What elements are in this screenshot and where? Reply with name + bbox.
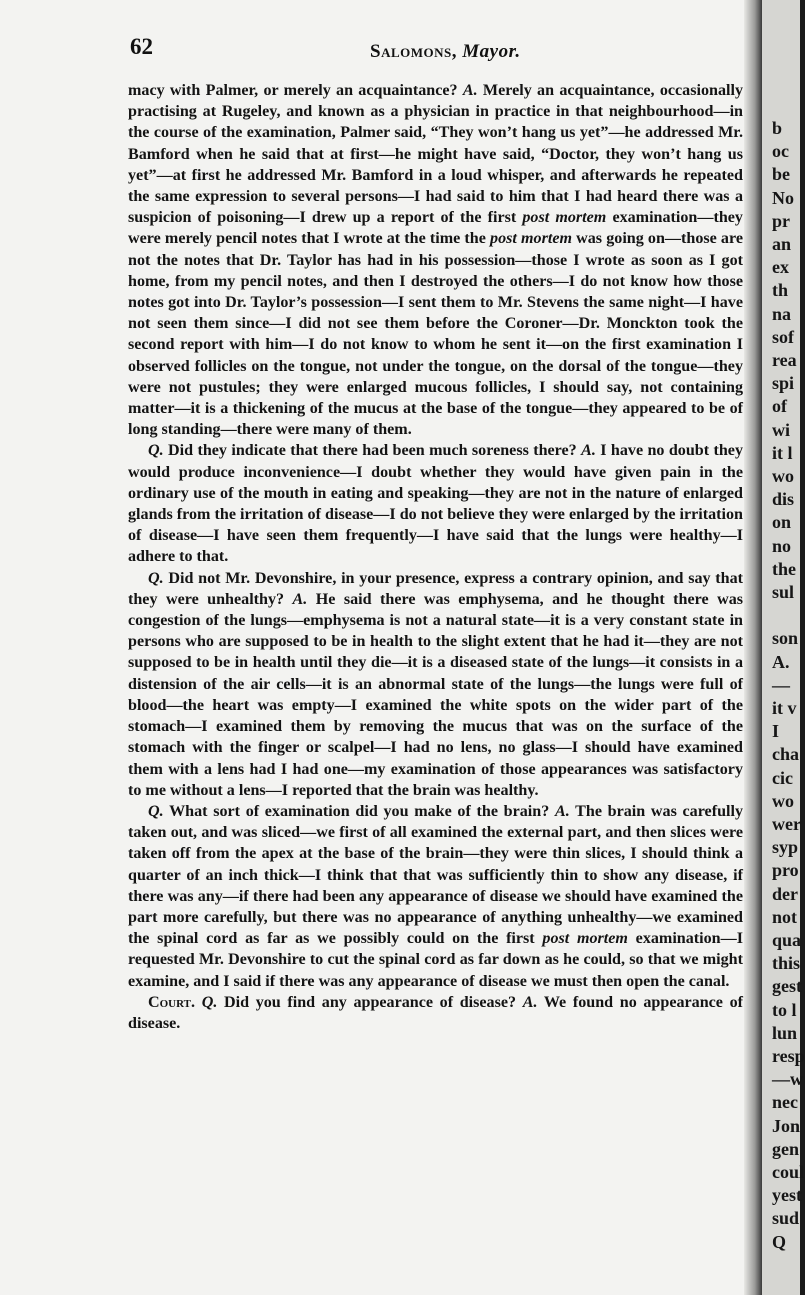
- facing-page-fragment: not: [772, 906, 798, 927]
- paragraph-text: examination—they were merely pencil notes that I wrote at the time the: [128, 209, 743, 248]
- facing-page-fragment: b: [772, 118, 783, 138]
- running-head-name: Salomons,: [370, 41, 457, 62]
- paragraph-text: Did they indicate that there had been much soreness there?: [168, 442, 577, 460]
- facing-page-fragment: Jon: [772, 1115, 801, 1136]
- facing-page-fragment: —w: [772, 1069, 803, 1090]
- facing-page-fragment: qua: [772, 930, 802, 950]
- facing-page-fragment: oc: [772, 141, 789, 162]
- facing-page-fragment: wer: [772, 814, 801, 834]
- facing-page-fragment: it v: [772, 698, 797, 718]
- post-mortem-italic: post mortem: [542, 930, 628, 948]
- facing-page-fragment: the: [772, 558, 796, 579]
- facing-page-fragment: lun: [772, 1022, 798, 1043]
- facing-page-fragment: be: [772, 164, 790, 185]
- facing-page-fragment: th: [772, 280, 789, 301]
- facing-page-fragment: it l: [772, 442, 793, 463]
- facing-page-fragment: pr: [772, 210, 790, 231]
- facing-page-edge: [762, 0, 805, 1295]
- answer-label: A.: [554, 802, 570, 820]
- page-header: [130, 34, 702, 74]
- paragraph-text: What sort of examination did you make of the brain?: [169, 802, 550, 820]
- running-head-title: Mayor.: [462, 41, 521, 62]
- facing-page-fragment: ex: [772, 257, 789, 278]
- facing-page-fragment: resp: [772, 1046, 805, 1066]
- facing-page-fragment: sof: [772, 326, 794, 347]
- facing-page-fragment: pro: [772, 860, 799, 881]
- facing-page-fragment: to l: [772, 999, 797, 1020]
- facing-page-fragment: der: [772, 883, 798, 904]
- running-head: [370, 41, 521, 63]
- facing-page-fragment: sul: [772, 582, 795, 602]
- paragraph-text: We found no appearance of disease.: [128, 993, 744, 1032]
- facing-page-fragment: coul: [772, 1162, 805, 1182]
- paragraph-text: He said there was emphysema, and he thought there was congestion of the lungs—emphysema is not a natural state—it is a very constant state in persons who are supposed to be in health to the slight extent that he had it—they are not supposed to be in health until they die—it is a diseased state of the lungs—it consists in a distension of the air cells—it is an abnormal state of the lungs—the lungs were full of blood—the heart was empty—I examined the white spots on the wider part of the stomach—I examined them by removing the mucus that was on the surface of the stomach with the finger or scalpel—I had no lens, no glass—I should have examined them with a lens had I had one—my examination of those appearances was satisfactory to me without a lens—I reported that the brain was healthy.: [128, 590, 743, 799]
- facing-page-fragment: this: [772, 953, 801, 974]
- court-label: Court.: [148, 993, 196, 1011]
- paragraph-text: was going on—those are not the notes that Dr. Taylor has had in his possession—those I wrote as soon as I got home, from my pencil notes, and then I destroyed the others—I do not know how those notes got into Dr. Taylor’s possession—I sent them to Mr. Stevens the same night—I have not seen them since—I did not see them before the Coroner—Dr. Monckton took the second report with him—I do not know to whom he sent it—on the first examination I observed follicles on the tongue, not under the tongue, on the dorsal of the tongue—they were not pustules; they were enlarged mucous follicles, I should say, not containing matter—it is a thickening of the mucus at the base of the tongue—they appeared to be of long standing—there were many of them.: [128, 230, 743, 439]
- facing-page-fragment: syp: [772, 837, 799, 858]
- facing-page-fragment: gen: [772, 1138, 799, 1159]
- paragraph-text: Merely an acquaintance, occasionally practising at Rugeley, and known as a physician in practice in that neighbourhood—in the course of the examination, Palmer said, “They won’t hang us yet”—he addressed Mr. Bamford when he said that at first—he might have said, “Doctor, they won’t hang us yet”—at first he addressed Mr. Bamford in a loud whisper, and afterwards he repeated the same expression to several persons—I had said to him that I had heard there was a suspicion of poisoning—I drew up a report of the first: [128, 82, 744, 227]
- facing-page-fragment: no: [772, 535, 792, 556]
- facing-page-fragment: A.: [772, 651, 790, 672]
- paragraph-5: [128, 992, 743, 1034]
- facing-page-fragment: on: [772, 512, 792, 533]
- facing-page-fragment: wo: [772, 790, 794, 811]
- facing-page-fragment: dis: [772, 489, 795, 510]
- facing-page-fragment: yest: [772, 1185, 802, 1206]
- book-gutter: [744, 0, 762, 1295]
- facing-page-fragment: spi: [772, 373, 795, 394]
- facing-page-fragment: gest: [772, 976, 802, 997]
- facing-page-fragment: wi: [772, 419, 790, 440]
- question-label: Q.: [148, 569, 164, 587]
- paragraph-text: Did not Mr. Devonshire, in your presence, express a contrary opinion, and say that they were unhealthy?: [128, 569, 743, 608]
- facing-page-fragment: cha: [772, 744, 799, 765]
- facing-page-fragment: —: [772, 674, 790, 695]
- paragraph-4: [128, 801, 743, 992]
- facing-page-fragment: son: [772, 628, 799, 649]
- facing-page-fragment: sud: [772, 1208, 800, 1229]
- paragraph-text: The brain was carefully taken out, and was sliced—we first of all examined the external part, and then slices were taken off from the apex at the base of the brain—they were thin slices, I should think a quarter of an inch thick—I think that that was sufficiently thin to show any disease, if there was any—if there had been any appearance of disease we should have examined the part more carefully, but there was no appearance of anything unhealthy—we examined the spinal cord as far as we possibly could on the first: [128, 802, 744, 948]
- paragraph-text: macy with Palmer, or merely an acquaintance?: [128, 82, 458, 99]
- facing-page-fragment: I: [772, 721, 780, 742]
- answer-label: A.: [522, 993, 538, 1011]
- paragraph-text: examination—I requested Mr. Devonshire to cut the spinal cord as far down as he could, so that we might examine, and I said if there was any appearance of disease we must then open the canal.: [128, 930, 743, 990]
- question-label: Q.: [201, 993, 218, 1011]
- body-text: [128, 80, 743, 1034]
- facing-page-fragment: rea: [772, 350, 797, 370]
- post-mortem-italic: post mortem: [522, 209, 607, 227]
- facing-page-fragment: No: [772, 187, 794, 208]
- facing-page-fragment: an: [772, 234, 792, 254]
- answer-label: A.: [581, 442, 596, 460]
- facing-page-fragment: Q: [772, 1231, 787, 1252]
- paragraph-3: [128, 568, 743, 801]
- paragraph-1: [128, 80, 743, 440]
- paragraph-text: Did you find any appearance of disease?: [224, 993, 517, 1011]
- question-label: Q.: [148, 442, 164, 460]
- facing-page-fragment: na: [772, 303, 792, 324]
- post-mortem-italic: post mortem: [490, 230, 572, 248]
- facing-page-fragment: of: [772, 396, 787, 417]
- answer-label: A.: [462, 82, 478, 99]
- facing-page-fragment: wo: [772, 466, 794, 486]
- question-label: Q.: [148, 802, 164, 820]
- facing-page-fragment: nec: [772, 1092, 798, 1113]
- page-number: 62: [130, 34, 153, 59]
- paragraph-text: I have no doubt they would produce inconvenience—I doubt whether they would have given pain in the ordinary use of the mouth in eating and speaking—they are not in the nature of enlarged glands from the irritation of disease—I do not believe they were enlarged by the irritation of disease—I have seen them frequently—I have said that the lungs were healthy—I adhere to that.: [128, 442, 743, 566]
- answer-label: A.: [292, 590, 308, 608]
- paragraph-2: [128, 440, 743, 567]
- facing-page-fragment: cic: [772, 767, 793, 788]
